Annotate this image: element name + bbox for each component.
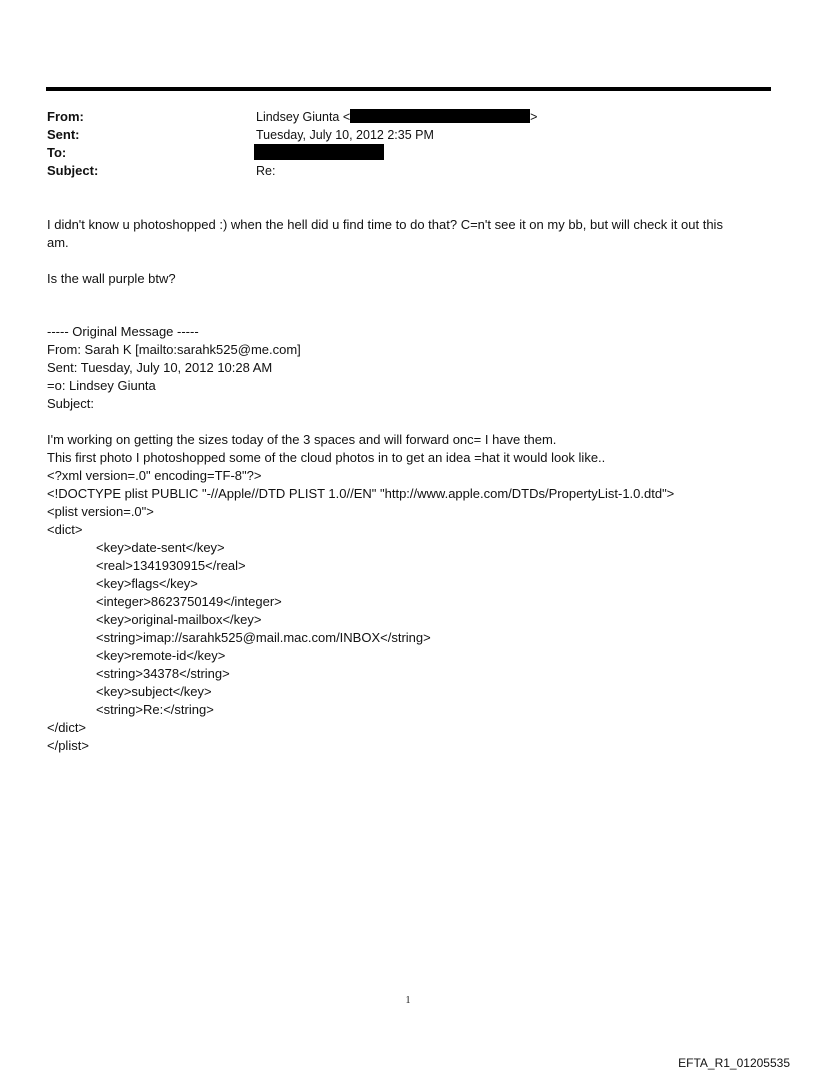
sent-value: Tuesday, July 10, 2012 2:35 PM bbox=[256, 128, 434, 142]
original-to: =o: Lindsey Giunta bbox=[47, 378, 156, 393]
to-label: To: bbox=[47, 145, 67, 160]
dict-line: <key>remote-id</key> bbox=[96, 648, 226, 663]
from-label: From: bbox=[47, 109, 84, 124]
dict-line: <key>subject</key> bbox=[96, 684, 212, 699]
original-message-line: I'm working on getting the sizes today of the 3 spaces and will forward onc= I have them. bbox=[47, 432, 557, 447]
original-message-line: This first photo I photoshopped some of the cloud photos in to get an idea =hat it would look like.. bbox=[47, 450, 606, 465]
reply-paragraph-continued: am. bbox=[47, 235, 69, 250]
reply-question: Is the wall purple btw? bbox=[47, 271, 176, 286]
xml-doctype: <!DOCTYPE plist PUBLIC "-//Apple//DTD PLIST 1.0//EN" "http://www.apple.com/DTDs/PropertyList-1.0.dtd"> bbox=[47, 486, 675, 501]
redaction-box bbox=[254, 144, 384, 160]
dict-line: <integer>8623750149</integer> bbox=[96, 594, 282, 609]
dict-line: <key>date-sent</key> bbox=[96, 540, 225, 555]
from-name: Lindsey Giunta < bbox=[256, 110, 351, 124]
dict-line: <string>imap://sarahk525@mail.mac.com/INBOX</string> bbox=[96, 630, 431, 645]
original-message bbox=[47, 323, 772, 755]
dict-line: <key>original-mailbox</key> bbox=[96, 612, 262, 627]
dict-close: </dict> bbox=[47, 720, 87, 735]
redaction-box bbox=[350, 109, 530, 123]
plist-close: </plist> bbox=[47, 738, 89, 753]
xml-declaration: <?xml version=.0" encoding=TF-8"?> bbox=[47, 468, 262, 483]
original-divider: ----- Original Message ----- bbox=[47, 324, 199, 339]
reply-body bbox=[47, 216, 772, 288]
dict-line: <string>34378</string> bbox=[96, 666, 230, 681]
dict-open: <dict> bbox=[47, 522, 83, 537]
header-rule bbox=[46, 87, 771, 91]
dict-line: <key>flags</key> bbox=[96, 576, 198, 591]
page-number: 1 bbox=[405, 995, 411, 1006]
original-from: From: Sarah K [mailto:sarahk525@me.com] bbox=[47, 342, 301, 357]
dict-line: <string>Re:</string> bbox=[96, 702, 214, 717]
subject-label: Subject: bbox=[47, 163, 99, 178]
from-value bbox=[256, 108, 537, 126]
plist-open: <plist version=.0"> bbox=[47, 504, 154, 519]
sent-label: Sent: bbox=[47, 127, 80, 142]
reply-paragraph: I didn't know u photoshopped :) when the hell did u find time to do that? C=n't see it on my bb, but will check it out this bbox=[47, 217, 723, 232]
dict-line: <real>1341930915</real> bbox=[96, 558, 246, 573]
subject-value: Re: bbox=[256, 164, 276, 178]
original-sent: Sent: Tuesday, July 10, 2012 10:28 AM bbox=[47, 360, 273, 375]
from-suffix: > bbox=[530, 110, 538, 124]
bates-number: EFTA_R1_01205535 bbox=[678, 1056, 790, 1070]
to-value bbox=[256, 144, 384, 163]
original-subject: Subject: bbox=[47, 396, 94, 411]
